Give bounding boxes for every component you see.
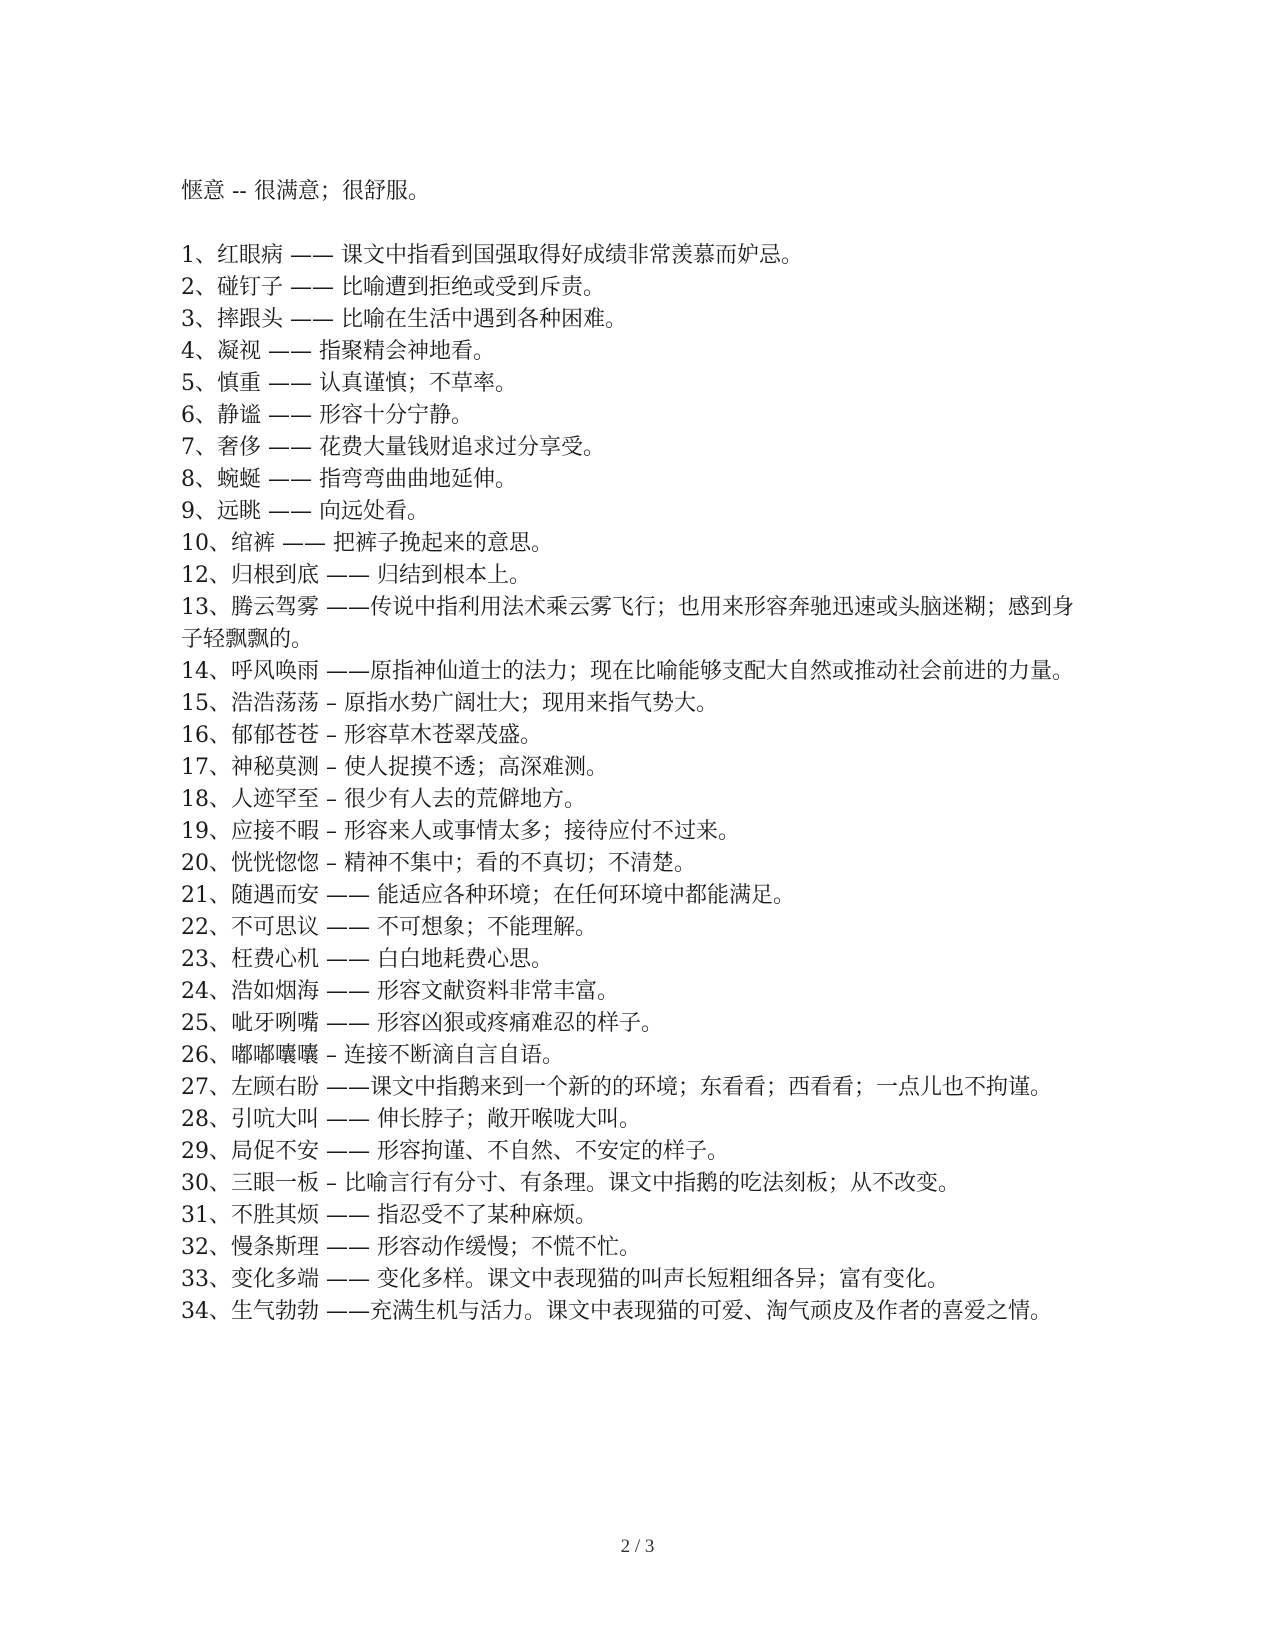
vocab-entry: 15、浩浩荡荡 – 原指水势广阔壮大；现用来指气势大。: [181, 691, 718, 716]
entries-container: [181, 240, 1081, 1328]
vocab-entry: 33、变化多端 —— 变化多样。课文中表现猫的叫声长短粗细各异；富有变化。: [181, 1267, 949, 1292]
vocab-entry: 19、应接不暇 – 形容来人或事情太多；接待应付不过来。: [181, 819, 740, 844]
vocab-entry: 28、引吭大叫 —— 伸长脖子；敞开喉咙大叫。: [181, 1107, 641, 1132]
vocab-entry: 14、呼风唤雨 ——原指神仙道士的法力；现在比喻能够支配大自然或推动社会前进的力量。: [181, 659, 1074, 684]
paragraph-gap: [181, 208, 1081, 240]
vocab-entry: 6、静谧 —— 形容十分宁静。: [181, 403, 473, 428]
vocab-entry: 1、红眼病 —— 课文中指看到国强取得好成绩非常羡慕而妒忌。: [181, 243, 803, 268]
vocab-entry: 8、蜿蜒 —— 指弯弯曲曲地延伸。: [181, 467, 517, 492]
vocab-entry: 18、人迹罕至 – 很少有人去的荒僻地方。: [181, 787, 586, 812]
vocab-entry: 20、恍恍惚惚 – 精神不集中；看的不真切；不清楚。: [181, 851, 696, 876]
vocab-entry: 31、不胜其烦 —— 指忍受不了某种麻烦。: [181, 1203, 597, 1228]
vocab-entry: 27、左顾右盼 ——课文中指鹅来到一个新的的环境；东看看；西看看；一点儿也不拘谨。: [181, 1075, 1052, 1100]
vocabulary-list: [181, 176, 1081, 1328]
page-number: 2 / 3: [620, 1536, 655, 1557]
vocab-entry: 9、远眺 —— 向远处看。: [181, 499, 429, 524]
vocab-entry: 17、神秘莫测 – 使人捉摸不透；高深难测。: [181, 755, 608, 780]
vocab-entry: 23、枉费心机 —— 白白地耗费心思。: [181, 947, 553, 972]
vocab-entry: 13、腾云驾雾 ——传说中指利用法术乘云雾飞行；也用来形容奔驰迅速或头脑迷糊；感到身子轻飘飘的。: [181, 595, 1074, 652]
vocab-entry: 21、随遇而安 —— 能适应各种环境；在任何环境中都能满足。: [181, 883, 795, 908]
vocab-entry: 25、呲牙咧嘴 —— 形容凶狠或疼痛难忍的样子。: [181, 1011, 663, 1036]
vocab-entry: 2、碰钉子 —— 比喻遭到拒绝或受到斥责。: [181, 275, 605, 300]
vocab-entry: 16、郁郁苍苍 – 形容草木苍翠茂盛。: [181, 723, 542, 748]
vocab-entry: 24、浩如烟海 —— 形容文献资料非常丰富。: [181, 979, 619, 1004]
vocab-entry: 22、不可思议 —— 不可想象；不能理解。: [181, 915, 597, 940]
vocab-entry: 4、凝视 —— 指聚精会神地看。: [181, 339, 495, 364]
vocab-entry: 34、生气勃勃 ——充满生机与活力。课文中表现猫的可爱、淘气顽皮及作者的喜爱之情。: [181, 1299, 1052, 1324]
intro-entry: 惬意 -- 很满意；很舒服。: [181, 179, 430, 204]
vocab-entry: 5、慎重 —— 认真谨慎；不草率。: [181, 371, 517, 396]
vocab-entry: 32、慢条斯理 —— 形容动作缓慢；不慌不忙。: [181, 1235, 641, 1260]
vocab-entry: 29、局促不安 —— 形容拘谨、不自然、不安定的样子。: [181, 1139, 729, 1164]
vocab-entry: 10、绾裤 —— 把裤子挽起来的意思。: [181, 531, 553, 556]
vocab-entry: 7、奢侈 —— 花费大量钱财追求过分享受。: [181, 435, 605, 460]
vocab-entry: 26、嘟嘟囔囔 – 连接不断滴自言自语。: [181, 1043, 564, 1068]
vocab-entry: 3、摔跟头 —— 比喻在生活中遇到各种困难。: [181, 307, 627, 332]
vocab-entry: 30、三眼一板 – 比喻言行有分寸、有条理。课文中指鹅的吃法刻板；从不改变。: [181, 1171, 960, 1196]
vocab-entry: 12、归根到底 —— 归结到根本上。: [181, 563, 531, 588]
